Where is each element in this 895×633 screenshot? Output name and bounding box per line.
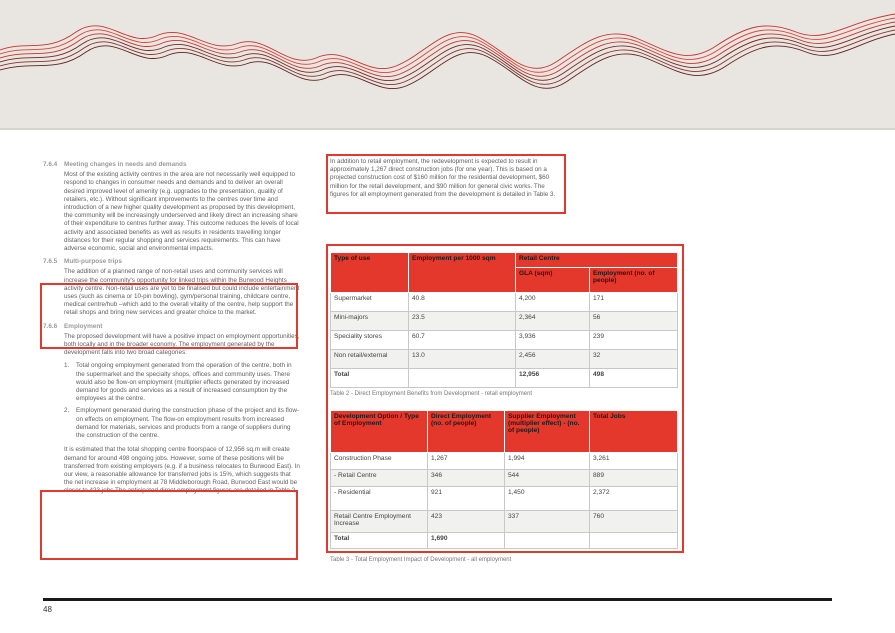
cell: 13.0 <box>409 350 516 369</box>
employment-categories-list <box>43 362 300 440</box>
cell: Retail Centre Employment Increase <box>331 511 428 533</box>
paragraph-construction-jobs: In addition to retail employment, the redevelopment is expected to result in approximately 1,267 direct construction jobs (for one year). This is based on a projected construction cost of $160 million for the residential development, $60 million for the retail development, and $90 million for general civic works. The figures for all employment generated from the development is detailed in Table 3. <box>330 158 556 198</box>
cell: 23.5 <box>409 312 516 331</box>
cell: 3,261 <box>590 453 678 470</box>
cell: Total <box>331 533 428 549</box>
highlight-box-employment-estimate <box>40 490 298 560</box>
cell: 12,956 <box>516 369 590 388</box>
cell: Non retail/external <box>331 350 409 369</box>
contour-lines-graphic <box>0 0 895 128</box>
cell: 1,450 <box>505 487 590 511</box>
cell: 171 <box>590 293 678 312</box>
cell: 32 <box>590 350 678 369</box>
column-header-group: Retail Centre <box>516 253 678 268</box>
column-header: Development Option / Type of Employment <box>331 411 428 453</box>
cell: 346 <box>428 470 505 487</box>
cell: 40.8 <box>409 293 516 312</box>
cell: 2,456 <box>516 350 590 369</box>
column-header: Direct Employment (no. of people) <box>428 411 505 453</box>
cell: 4,200 <box>516 293 590 312</box>
section-number: 7.6.5 <box>43 258 58 266</box>
section-number: 7.6.6 <box>43 322 58 330</box>
column-header: Supplier Employment (multiplier effect) - (no. of people) <box>505 411 590 453</box>
section-number: 7.6.4 <box>43 161 58 168</box>
section-title: Multi-purpose trips <box>64 258 122 266</box>
highlight-box-tables <box>326 244 684 553</box>
cell: 239 <box>590 331 678 350</box>
column-header: GLA (sqm) <box>516 268 590 293</box>
section-heading-7-6-5 <box>43 258 300 266</box>
section-title: Employment <box>64 322 103 330</box>
cell: 921 <box>428 487 505 511</box>
banner-divider <box>0 128 895 130</box>
cell: - Retail Centre <box>331 470 428 487</box>
cell: Mini-majors <box>331 312 409 331</box>
table-3-caption: Table 3 - Total Employment Impact of Development - all employment <box>330 557 512 563</box>
cell: 1,690 <box>428 533 505 549</box>
list-text: Total ongoing employment generated from the operation of the centre, both in the supermarket and the specialty shops, offices and community uses. There would also be flow-on employment (multiplier effects generated by increased demand for goods and services as a result of increased consumption by the employees at the centre. <box>76 362 292 403</box>
highlight-box-construction-jobs <box>326 154 566 214</box>
cell: Supermarket <box>331 293 409 312</box>
cell: 56 <box>590 312 678 331</box>
cell: 2,372 <box>590 487 678 511</box>
section-heading-7-6-4 <box>43 161 300 169</box>
cell: 60.7 <box>409 331 516 350</box>
cell: Total <box>331 369 409 388</box>
footer-rule <box>43 598 832 601</box>
paragraph-multi-purpose-trips: The addition of a planned range of non-retail uses and community services will increase the community's opportunity for linked trips within the Burwood Heights activity centre. Non-retail uses are yet to be finalised but could include entertainment uses (such as cinema or 10-pin bowling), gym/personal training, childcare centre, medical centre/hub –which add to the overall vitality of the centre, help support the retail shops and bring new services and greater choice to the market. <box>64 268 300 317</box>
paragraph-meeting-changes: Most of the existing activity centres in the area are not necessarily well equipped to respond to changes in consumer needs and demands and to deliver an overall desired improved level of amenity (e.g. upgrades to the presentation, quality of retailers, etc.). Without significant improvements to the centres over time and introduction of a new higher quality development as proposed by this development, the community will be increasingly underserved and likely direct an increasing share of their expenditure to centres further away. This outcome reduces the levels of local activity and associated benefits as well as results in residents travelling longer distances for their regular shopping and services requirements. This can have adverse economic, social and environmental impacts. <box>64 171 299 253</box>
cell: 498 <box>590 369 678 388</box>
list-item <box>64 407 300 440</box>
paragraph-employment-estimate: It is estimated that the total shopping centre floorspace of 12,956 sq.m will create demand for around 498 ongoing jobs. However, some of these positions will be transferred from existing employers (e.g. if a business relocates to Burwood East). In our view, a reasonable allowance for transferred jobs is 15%, which suggests that the net increase in employment at 78 Middleborough Road, Burwood East would be closer to 423 jobs The anticipated direct employment figures are detailed in Table 2. <box>64 446 300 495</box>
list-item <box>64 362 300 403</box>
list-text: Employment generated during the construction phase of the project and its flow-on effects on employment. The flow-on employment results from increased demand for materials, services and products from a range of suppliers during the construction of the centre. <box>76 407 299 440</box>
highlight-box-multi-purpose <box>40 283 298 349</box>
cell: Construction Phase <box>331 453 428 470</box>
header-banner <box>0 0 895 128</box>
page-number: 48 <box>43 605 52 614</box>
column-header: Total Jobs <box>590 411 678 453</box>
cell: 3,936 <box>516 331 590 350</box>
cell: Speciality stores <box>331 331 409 350</box>
column-header: Employment (no. of people) <box>590 268 678 293</box>
column-header: Type of use <box>331 253 409 293</box>
cell: 423 <box>428 511 505 533</box>
cell: 889 <box>590 470 678 487</box>
paragraph-employment-intro: The proposed development will have a positive impact on employment opportunities, both locally and in the broader economy. The employment generated by the development falls into two broad categories: <box>64 332 300 357</box>
cell: 760 <box>590 511 678 533</box>
list-number: 2. <box>64 407 70 415</box>
list-number: 1. <box>64 362 70 370</box>
column-header: Employment per 1000 sqm <box>409 253 516 293</box>
cell: 337 <box>505 511 590 533</box>
cell: 1,994 <box>505 453 590 470</box>
cell: 544 <box>505 470 590 487</box>
cell: 1,267 <box>428 453 505 470</box>
cell: - Residential <box>331 487 428 511</box>
table-2-caption: Table 2 - Direct Employment Benefits from Development - retail employment <box>330 391 533 397</box>
cell: 2,364 <box>516 312 590 331</box>
section-title: Meeting changes in needs and demands <box>64 161 187 168</box>
